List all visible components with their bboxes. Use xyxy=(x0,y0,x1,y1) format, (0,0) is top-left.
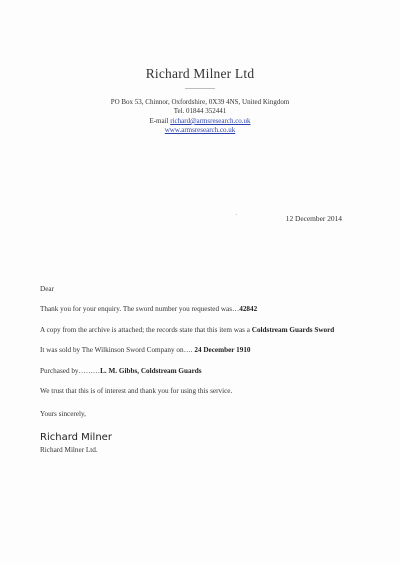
salutation: Dear xyxy=(40,285,54,293)
website-line xyxy=(0,126,400,135)
scan-speck xyxy=(236,214,237,215)
telephone: Tel. 01844 352441 xyxy=(173,107,227,116)
sword-number: 42842 xyxy=(239,305,258,314)
letter-date: 12 December 2014 xyxy=(285,214,342,223)
signed-name: Richard Milner Ltd. xyxy=(40,445,98,454)
paragraph-sold xyxy=(40,346,360,355)
paragraph-archive xyxy=(40,326,360,335)
letter-body xyxy=(40,285,360,466)
purchaser: L. M. Gibbs, Coldstream Guards xyxy=(100,366,202,375)
email-line xyxy=(0,117,400,126)
paragraph-purchaser xyxy=(40,367,360,376)
website-link[interactable]: www.armsresearch.co.uk xyxy=(164,126,236,135)
postal-address: PO Box 53, Chinnor, Oxfordshire, 0X39 4NS, United Kingdom xyxy=(110,98,290,106)
closing: Yours sincerely, xyxy=(40,410,86,419)
paragraph-text: Thank you for your enquiry. The sword number you requested was… xyxy=(40,305,240,314)
paragraph-text: Purchased by……… xyxy=(40,366,101,375)
letterhead xyxy=(0,66,400,136)
item-type: Coldstream Guards Sword xyxy=(251,325,335,334)
signature: Richard Milner xyxy=(40,431,112,443)
sold-date: 24 December 1910 xyxy=(194,346,251,355)
email-link[interactable]: richard@armsresearch.co.uk xyxy=(170,116,251,125)
paragraph-text: It was sold by The Wilkinson Sword Company on…. xyxy=(40,346,195,355)
paragraph-text: A copy from the archive is attached; the records state that this item was a xyxy=(40,325,252,334)
email-prefix: E-mail xyxy=(149,116,171,125)
paragraph-sword-number xyxy=(40,305,360,314)
paragraph-closing-remark: We trust that this is of interest and thank you for using this service. xyxy=(40,387,233,396)
company-name: Richard Milner Ltd xyxy=(145,66,255,81)
letterhead-divider xyxy=(185,88,215,89)
